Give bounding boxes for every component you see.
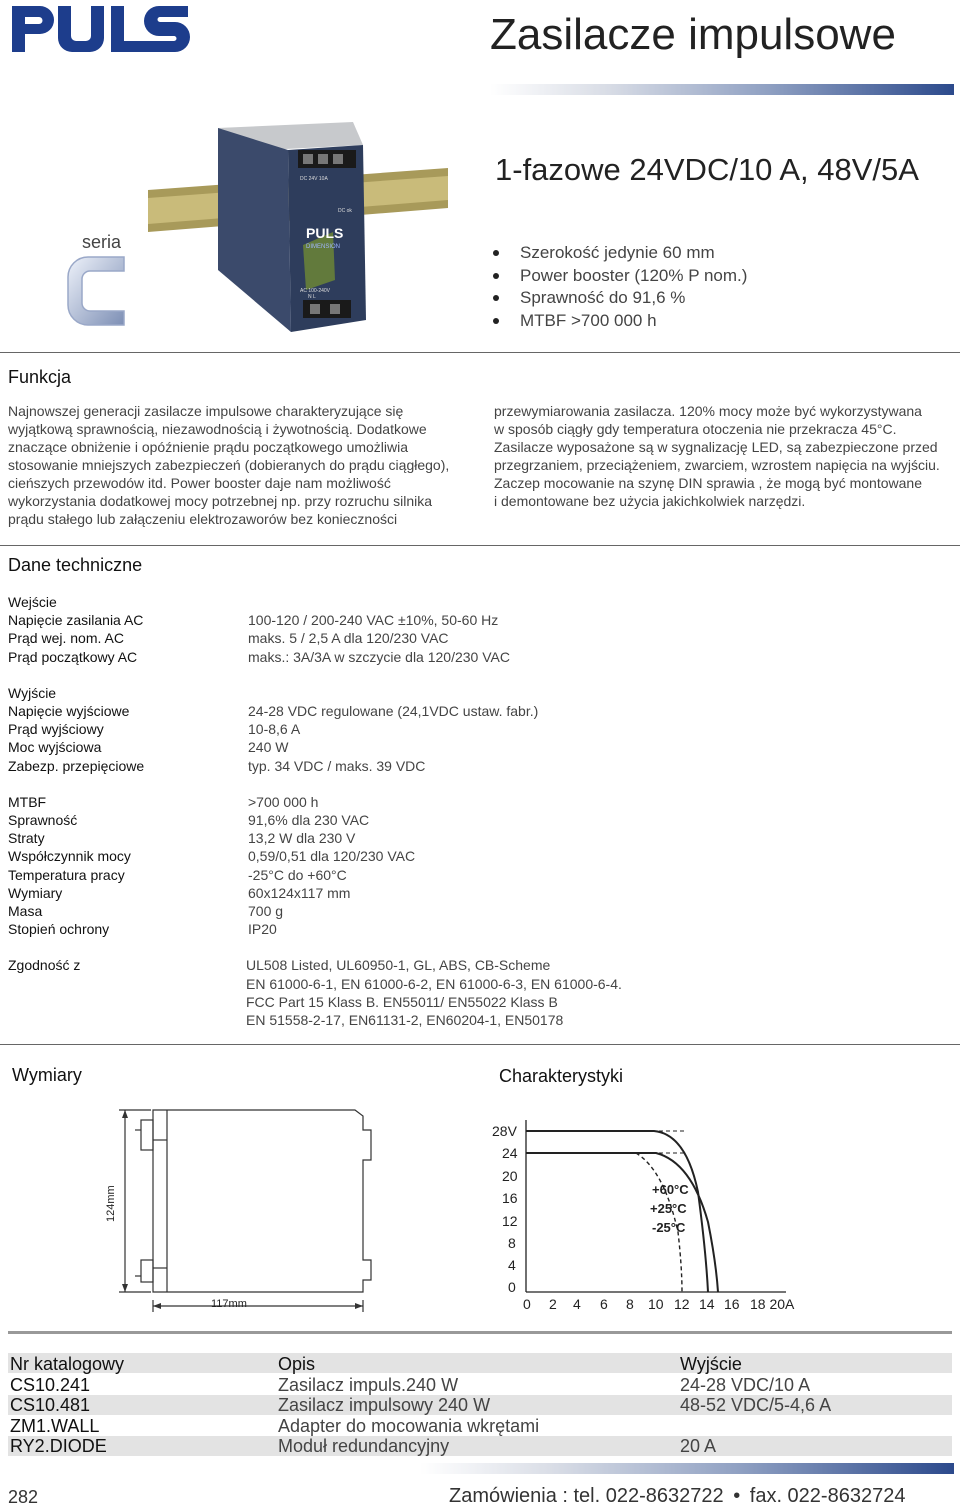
divider: [0, 352, 960, 353]
section-heading-characteristics: Charakterystyki: [499, 1066, 624, 1086]
photo-line: DIMENSION: [306, 244, 341, 250]
compliance-label: Zgodność z: [8, 957, 81, 974]
svg-text:DC ok: DC ok: [338, 208, 352, 214]
header-gradient-bar: [490, 84, 954, 95]
y-tick-label: 12: [502, 1213, 518, 1229]
spec-group-title: Wyjście: [8, 684, 57, 701]
y-tick-label: 20: [502, 1168, 518, 1184]
curve-label: +25°C: [650, 1201, 687, 1216]
column-header: Opis: [278, 1354, 316, 1374]
x-tick-label: 6: [600, 1296, 608, 1312]
y-tick-label: 16: [502, 1190, 518, 1206]
dim-height-label: 124mm: [105, 1185, 117, 1222]
x-tick-label: 16: [724, 1296, 740, 1312]
spec-table: Wejście Napięcie zasilania AC 100-120 / 200-240 VAC ±10%, 50-60 Hz Prąd wej. nom. AC maks. 5 / 2,5 A dla 120/230 VAC Prąd początkowy AC maks.: 3A/3A w szczycie dla 120/230 VAC Wyjście Napięcie wyjściowe 24-28 VDC regulowane (24,1VDC ustaw. fabr.) Prąd wyjściowy 10-8,6 A Moc wyjściowa 240 W Zabezp. przepięciowe typ. 34 VDC / maks. 39 VDC MTBF >700 000 h Sprawność 91,6% dla 230 VAC Straty 13,2 W dla 230 V Współczynnik mocy 0,59/0,51 dla 120/230 VAC Temperatura pracy -25°C do +60°C Wymiary 60x124x117 mm Masa 700 g Stopień ochrony IP20 Zgodność z UL508 Listed, UL60950-1, GL, ABS, CB-Scheme EN 61000-6-1, EN 61000-6-2, EN 61000-6-3, EN 61000-6-4. FCC Part 15 Klass B. EN55011/ EN55022 Klass B EN 51558-2-17, EN61131-2, EN60204-1, EN50178: [8, 593, 708, 1029]
catalog-top-rule: [8, 1331, 952, 1334]
divider: [0, 545, 960, 546]
spec-group-title: Wejście: [8, 594, 57, 610]
x-tick-label: 18 20A: [750, 1296, 795, 1312]
x-tick-label: 14: [699, 1296, 715, 1312]
feature-item: Power booster (120% P nom.): [493, 265, 747, 288]
svg-text:DC 24V 10A: DC 24V 10A: [300, 176, 328, 182]
x-tick-label: 2: [549, 1296, 557, 1312]
page-number: 282: [8, 1487, 39, 1507]
column-header: Wyjście: [680, 1354, 742, 1374]
series-c-icon: [64, 253, 128, 329]
photo-brand: PULS: [306, 225, 344, 241]
function-text-col2: przewymiarowania zasilacza. 120% mocy może być wykorzystywana w sposób ciągły gdy temperatura otoczenia nie przekracza 45°C. Zasilacze wyposażone są w sygnalizację LED, są zabezpieczone przed przegrzaniem, przeciążeniem, zwarciem, wzrostem napięcia na wyjściu. Zaczep mocowanie na szynę DIN sprawia , że mogą być montowane i demontowane bez użycia jakichkolwiek narzędzi.: [494, 403, 940, 509]
section-heading-function: Funkcja: [8, 367, 72, 387]
catalog-table: Nr katalogowy Opis Wyjście CS10.241 Zasilacz impuls.240 W 24-28 VDC/10 A CS10.481 Zasilacz impulsowy 240 W 48-52 VDC/5-4,6 A ZM1.WALL Adapter do mocowania wkrętami RY2.DIODE Moduł redundancyjny 20 A: [10, 1354, 832, 1456]
section-heading-dimensions: Wymiary: [12, 1065, 82, 1085]
feature-list: [493, 242, 747, 332]
characteristics-chart: [486, 1112, 806, 1317]
footer-tel: Zamówienia : tel. 022-8632722: [449, 1485, 724, 1507]
section-heading-tech: Dane techniczne: [8, 555, 143, 575]
y-tick-label: 0: [508, 1279, 516, 1295]
compliance-list: UL508 Listed, UL60950-1, GL, ABS, CB-Scheme EN 61000-6-1, EN 61000-6-2, EN 61000-6-3, EN 61000-6-4. FCC Part 15 Klass B. EN55011/ EN55022 Klass B EN 51558-2-17, EN61131-2, EN60204-1, EN50178: [246, 957, 622, 1029]
x-tick-label: 12: [674, 1296, 690, 1312]
footer-fax: fax. 022-8632724: [749, 1485, 906, 1507]
divider: [0, 1044, 960, 1045]
x-tick-label: 10: [648, 1296, 664, 1312]
feature-item: Szerokość jedynie 60 mm: [493, 242, 747, 265]
footer-contact: [449, 1485, 905, 1508]
footer-gradient-bar: [420, 1463, 954, 1474]
dim-width-label: 117mm: [211, 1298, 247, 1310]
y-tick-label: 24: [502, 1145, 518, 1161]
x-tick-label: 4: [573, 1296, 581, 1312]
curve-label: +60°C: [652, 1182, 689, 1197]
series-label: seria: [82, 232, 122, 252]
dimension-drawing: [95, 1100, 475, 1315]
column-header: Nr katalogowy: [10, 1354, 125, 1374]
product-photo: [148, 120, 448, 345]
product-subtitle: 1-fazowe 24VDC/10 A, 48V/5A: [495, 152, 919, 187]
y-tick-label: 8: [508, 1235, 516, 1251]
feature-item: MTBF >700 000 h: [493, 310, 747, 333]
page-title: Zasilacze impulsowe: [490, 10, 896, 59]
function-text-col1: Najnowszej generacji zasilacze impulsowe charakteryzujące się wyjątkową sprawnością, niezawodnością i żywotnością. Dodatkowe znaczące obniżenie i opóźnienie prądu początkowego umożliwia stosowanie mniejszych zabezpieczeń (dobieranych do prądu ciągłego), cieńszych przewodów itd. Power booster daje nam możliwość wykorzystania dodatkowej mocy potrzebnej np. przy rozruchu silnika prądu stałego lub załączeniu elektrozaworów bez konieczności: [8, 403, 450, 527]
x-tick-label: 0: [523, 1296, 531, 1312]
y-tick-label: 28V: [492, 1123, 517, 1139]
curve-label: -25°C: [652, 1220, 686, 1235]
y-tick-label: 4: [508, 1257, 516, 1273]
svg-text:N L: N L: [308, 294, 316, 300]
feature-item: Sprawność do 91,6 %: [493, 287, 747, 310]
x-tick-label: 8: [626, 1296, 634, 1312]
puls-logo: [8, 2, 190, 56]
svg-text:AC 100-240V: AC 100-240V: [300, 288, 331, 294]
bullet-dot-icon: •: [733, 1485, 741, 1507]
